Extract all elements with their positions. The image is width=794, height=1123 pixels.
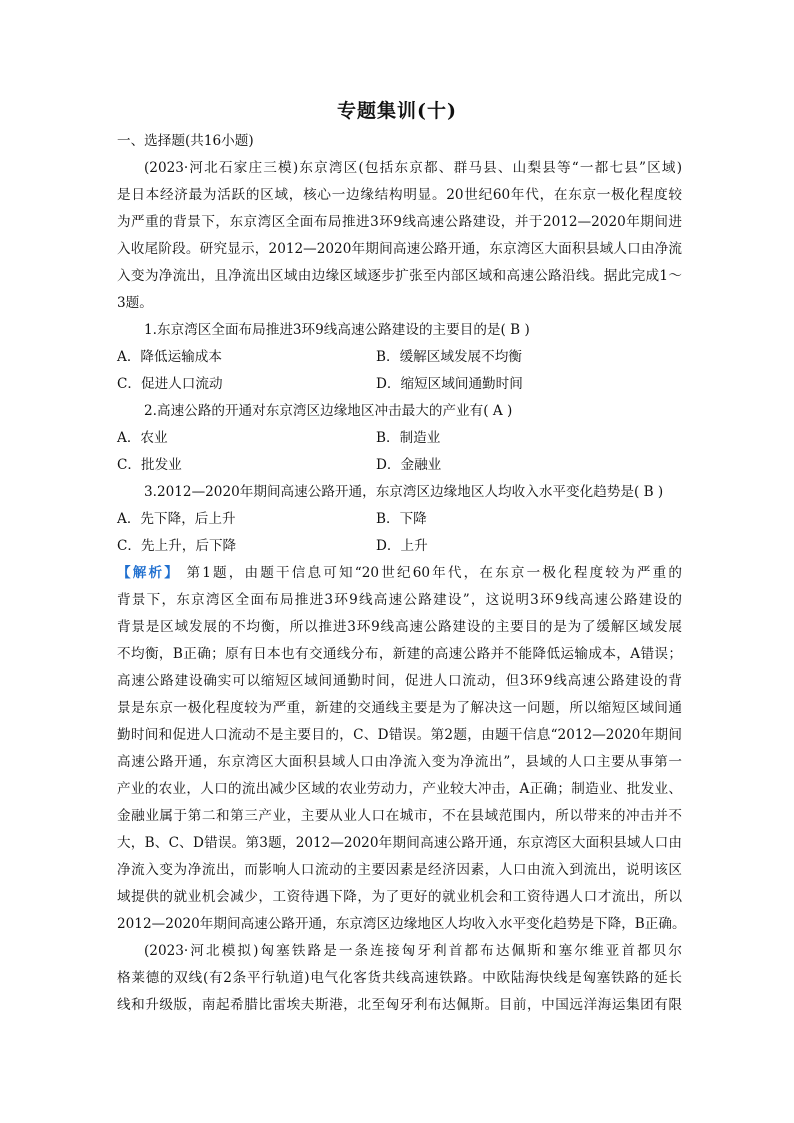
option-d: D．上升: [376, 538, 428, 554]
analysis-line: 净流入变为净流出，而影响人口流动的主要因素是经济因素，人口由流入到流出，说明该区: [117, 862, 682, 878]
analysis-line: 背景下，东京湾区全面布局推进3环9线高速公路建设”，这说明3环9线高速公路建设的: [117, 592, 682, 608]
passage-line: (2023·河北模拟)匈塞铁路是一条连接匈牙利首都布达佩斯和塞尔维亚首都贝尔: [144, 943, 682, 959]
analysis-line: 高速公路建设确实可以缩短区域间通勤时间，促进人口流动，但3环9线高速公路建设的背: [117, 673, 682, 689]
option-c: C．先上升，后下降: [117, 538, 237, 554]
option-c: C．批发业: [117, 457, 182, 473]
analysis-text: 第1题，由题干信息可知“20世纪60年代，在东京一极化程度较为严重的: [180, 565, 683, 581]
option-row: [117, 371, 682, 398]
analysis-line: 域提供的就业机会减少，工资待遇下降，为了更好的就业机会和工资待遇人口才流出，所以: [117, 889, 682, 905]
analysis-line: 背景是区域发展的不均衡，所以推进3环9线高速公路建设的主要目的是为了缓解区域发展: [117, 619, 682, 635]
passage-line: 线和升级版，南起希腊比雷埃夫斯港，北至匈牙利布达佩斯。目前，中国远洋海运集团有限: [117, 997, 682, 1013]
analysis-line: 不均衡，B正确；原有日本也有交通线分布，新建的高速公路并不能降低运输成本，A错误；: [117, 646, 682, 662]
passage-1: [117, 155, 682, 317]
analysis: [117, 560, 686, 938]
option-row: [117, 533, 682, 560]
passage-line: 是日本经济最为活跃的区域，核心一边缘结构明显。20世纪60年代，在东京一极化程度较: [117, 187, 682, 203]
question-stem: 1.东京湾区全面布局推进3环9线高速公路建设的主要目的是( B ): [144, 322, 530, 338]
option-b: B．制造业: [376, 430, 441, 446]
option-a: A．降低运输成本: [117, 349, 222, 365]
passage-line: (2023·河北石家庄三模)东京湾区(包括东京都、群马县、山梨县等“一都七县”区域): [144, 160, 682, 176]
analysis-line: 勤时间和促进人口流动不是主要目的，C、D错误。第2题，由题干信息“2012—2020年期间: [117, 727, 682, 743]
passage-line: 入变为净流出，且净流出区域由边缘区域逐步扩张至内部区域和高速公路沿线。据此完成1～: [117, 268, 682, 284]
analysis-line: 2012—2020年期间高速公路开通，东京湾区边缘地区人均收入水平变化趋势是下降，B正确。: [117, 916, 686, 932]
page-title: 专题集训(十): [337, 100, 457, 122]
option-d: D．金融业: [376, 457, 442, 473]
option-row: [117, 506, 682, 533]
option-b: B．下降: [376, 511, 427, 527]
analysis-line: 产业的农业，人口的流出减少区域的农业劳动力，产业较大冲击，A正确；制造业、批发业、: [117, 781, 682, 797]
analysis-line: 金融业属于第二和第三产业，主要从业人口在城市，不在县域范围内，所以带来的冲击并不: [117, 808, 682, 824]
option-a: A．先下降，后上升: [117, 511, 236, 527]
analysis-line: 高速公路开通，东京湾区大面积县域人口由净流入变为净流出”，县域的人口主要从事第一: [117, 754, 682, 770]
option-c: C．促进人口流动: [117, 376, 223, 392]
analysis-line: 大，B、C、D错误。第3题，2012—2020年期间高速公路开通，东京湾区大面积县域人口由: [117, 835, 682, 851]
question-1: [117, 317, 682, 398]
option-row: [117, 425, 682, 452]
option-row: [117, 344, 682, 371]
document-body: [117, 128, 686, 1019]
question-3: [117, 479, 682, 560]
passage-line: 3题。: [117, 295, 153, 311]
option-row: [117, 452, 682, 479]
option-d: D．缩短区域间通勤时间: [376, 376, 523, 392]
option-a: A．农业: [117, 430, 168, 446]
analysis-line: 景是东京一极化程度较为严重，新建的交通线主要是为了解决这一问题，所以缩短区域间通: [117, 700, 682, 716]
passage-line: 格莱德的双线(有2条平行轨道)电气化客货共线高速铁路。中欧陆海快线是匈塞铁路的延长: [117, 970, 682, 986]
analysis-line: [117, 560, 682, 587]
passage-line: 为严重的背景下，东京湾区全面布局推进3环9线高速公路建设，并于2012—2020年期间进: [117, 214, 682, 230]
passage-2: [117, 938, 682, 1019]
question-stem: 3.2012—2020年期间高速公路开通，东京湾区边缘地区人均收入水平变化趋势是( B ): [144, 484, 664, 500]
section-heading: 一、选择题(共16小题): [117, 133, 254, 149]
option-b: B．缓解区域发展不均衡: [376, 349, 522, 365]
analysis-label: 【解析】: [117, 565, 181, 581]
question-stem: 2.高速公路的开通对东京湾区边缘地区冲击最大的产业有( A ): [144, 403, 513, 419]
passage-line: 入收尾阶段。研究显示，2012—2020年期间高速公路开通，东京湾区大面积县域人口由净流: [117, 241, 682, 257]
question-2: [117, 398, 682, 479]
